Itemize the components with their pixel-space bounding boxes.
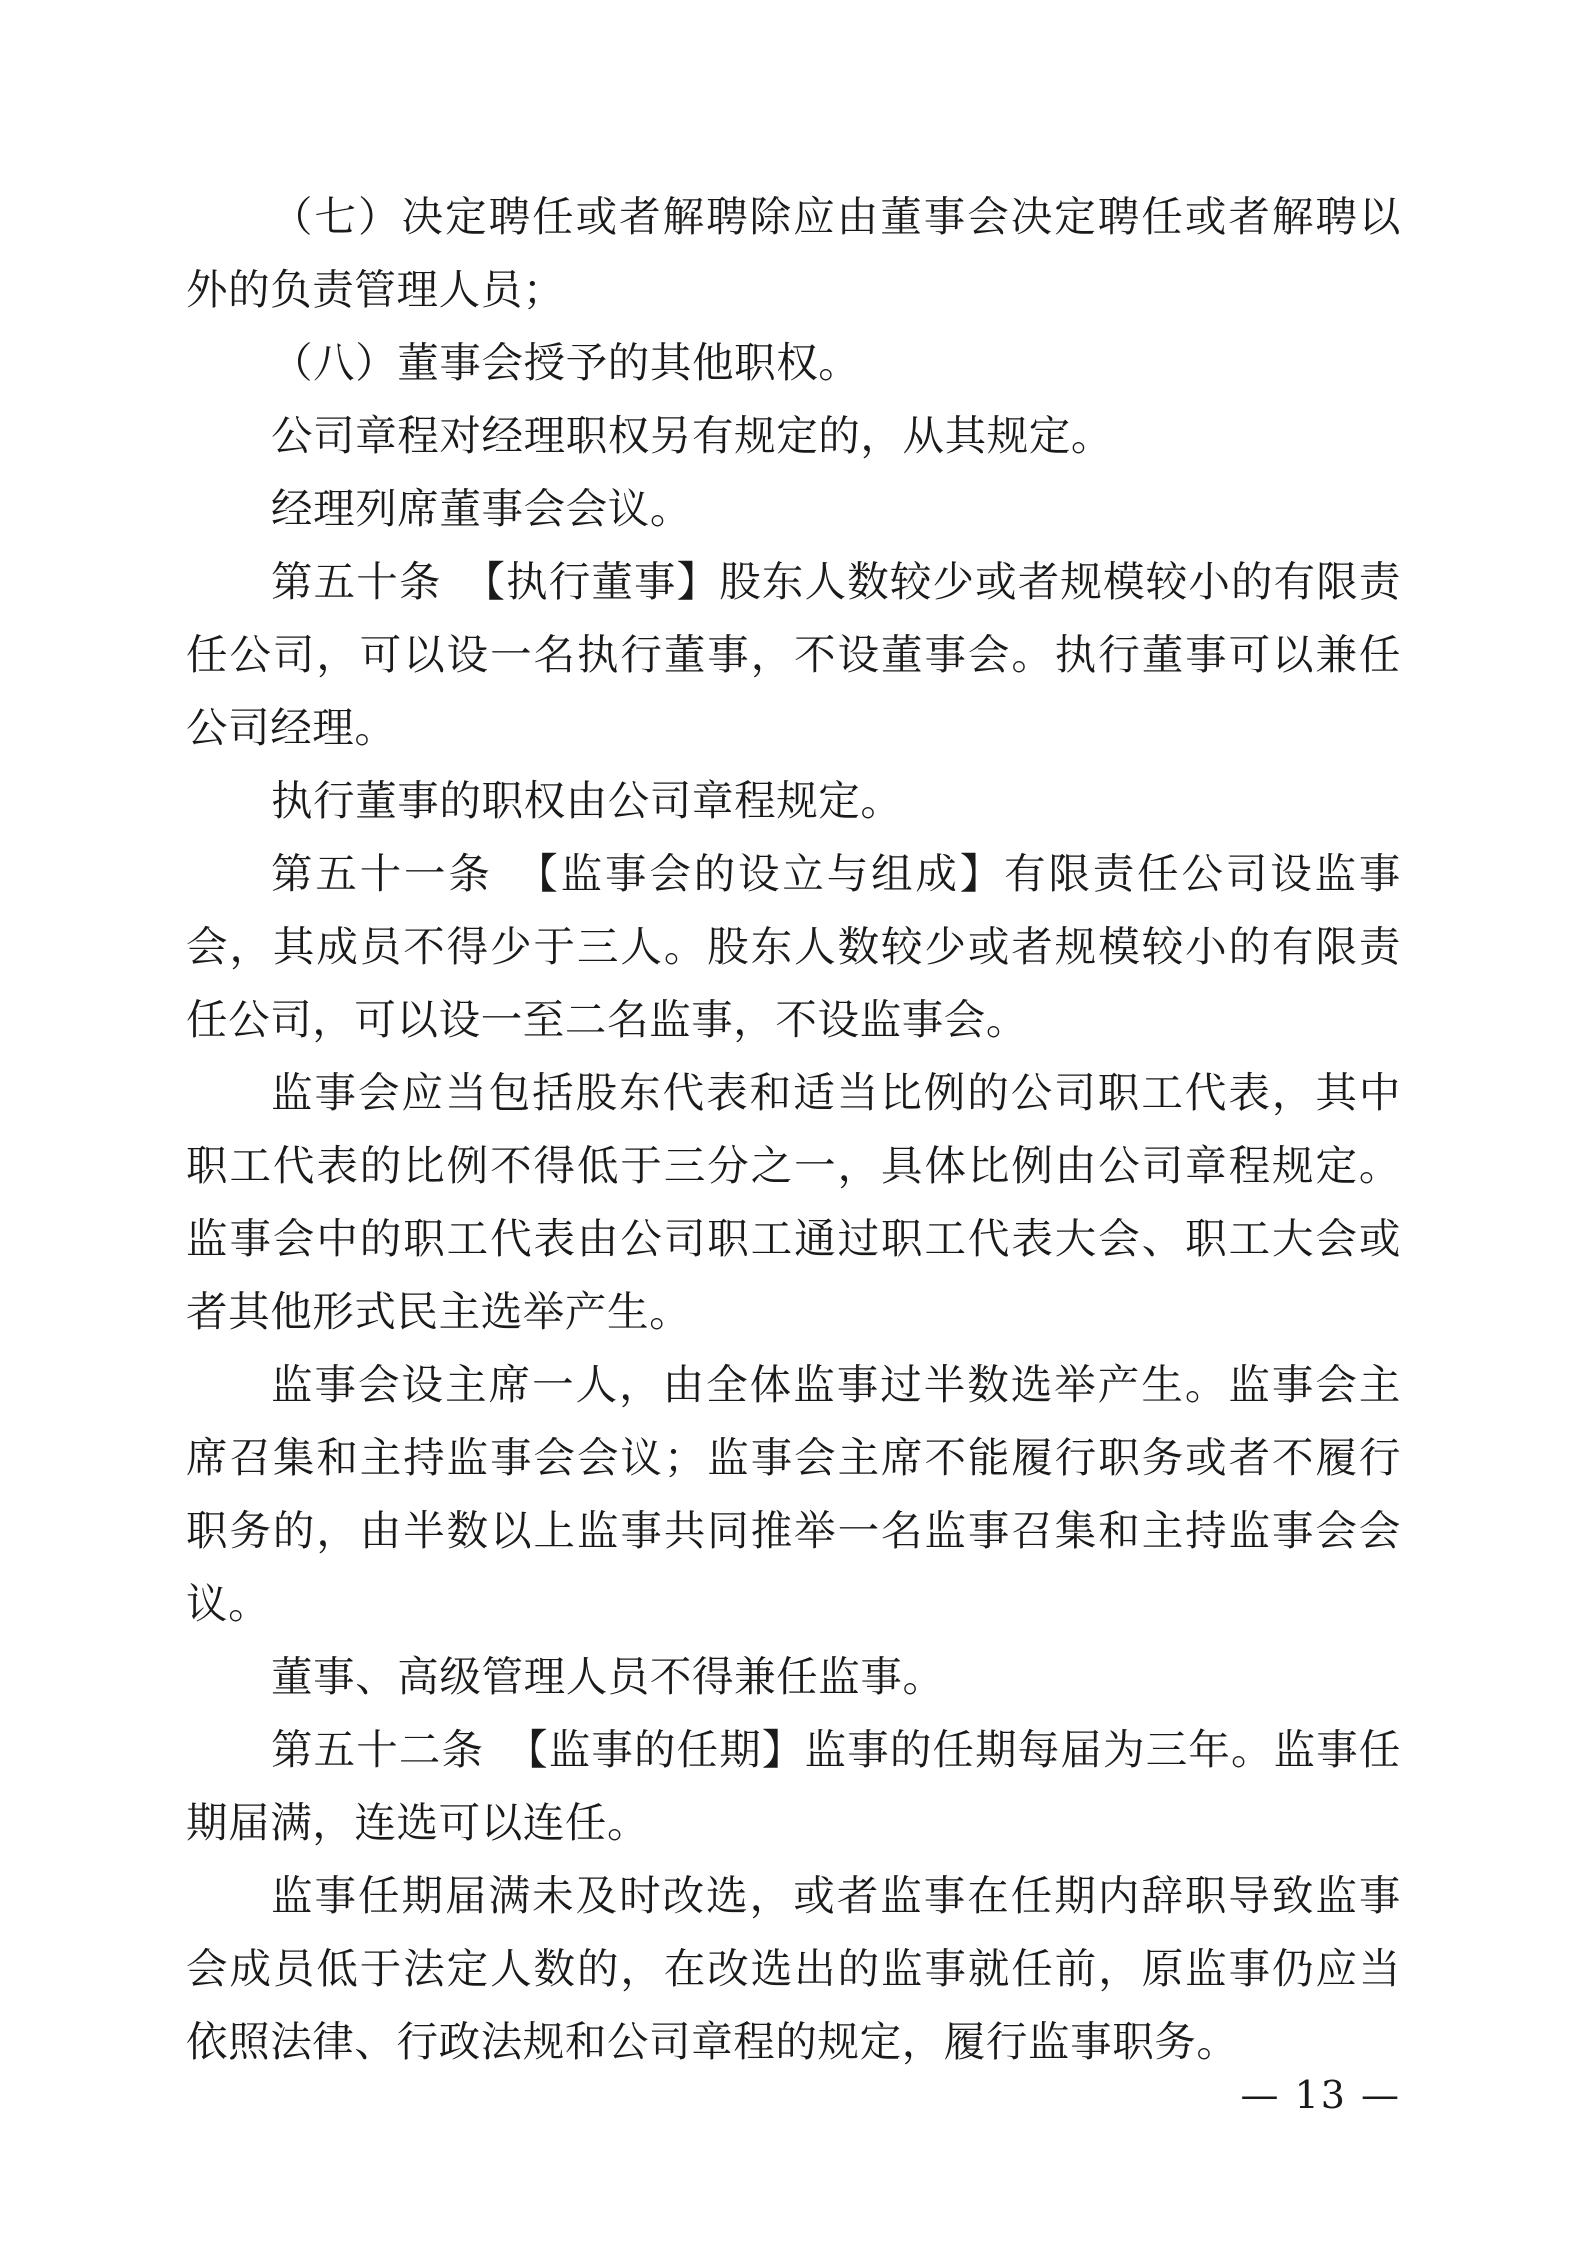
paragraph-manager-attend: 经理列席董事会会议。 [271, 484, 693, 533]
paragraph-charter-manager: 公司章程对经理职权另有规定的，从其规定。 [271, 411, 1114, 460]
document-body [186, 180, 1401, 2078]
paragraph-item-7: （七）决定聘任或者解聘除应由董事会决定聘任或者解聘以外的负责管理人员； [186, 192, 1401, 314]
paragraph-term-expire: 监事任期届满未及时改选，或者监事在任期内辞职导致监事会成员低于法定人数的，在改选出的监事就任前，原监事仍应当依照法律、行政法规和公司章程的规定，履行监事职务。 [186, 1871, 1401, 2066]
paragraph-supervisor-composition: 监事会应当包括股东代表和适当比例的公司职工代表，其中职工代表的比例不得低于三分之一，具体比例由公司章程规定。监事会中的职工代表由公司职工通过职工代表大会、职工大会或者其他形式民主选举产生。 [186, 1068, 1401, 1336]
paragraph-no-concurrent: 董事、高级管理人员不得兼任监事。 [271, 1652, 945, 1701]
paragraph-article-51: 第五十一条 【监事会的设立与组成】有限责任公司设监事会，其成员不得少于三人。股东人数较少或者规模较小的有限责任公司，可以设一至二名监事，不设监事会。 [186, 849, 1401, 1044]
paragraph-article-50: 第五十条 【执行董事】股东人数较少或者规模较小的有限责任公司，可以设一名执行董事，不设董事会。执行董事可以兼任公司经理。 [186, 557, 1401, 752]
paragraph-supervisor-chair: 监事会设主席一人，由全体监事过半数选举产生。监事会主席召集和主持监事会会议；监事会主席不能履行职务或者不履行职务的，由半数以上监事共同推举一名监事召集和主持监事会会议。 [186, 1360, 1401, 1628]
paragraph-item-8: （八）董事会授予的其他职权。 [271, 338, 861, 387]
paragraph-exec-director-power: 执行董事的职权由公司章程规定。 [271, 776, 903, 825]
paragraph-article-52: 第五十二条 【监事的任期】监事的任期每届为三年。监事任期届满，连选可以连任。 [186, 1725, 1401, 1847]
page-number: — 13 — [1240, 2073, 1401, 2117]
